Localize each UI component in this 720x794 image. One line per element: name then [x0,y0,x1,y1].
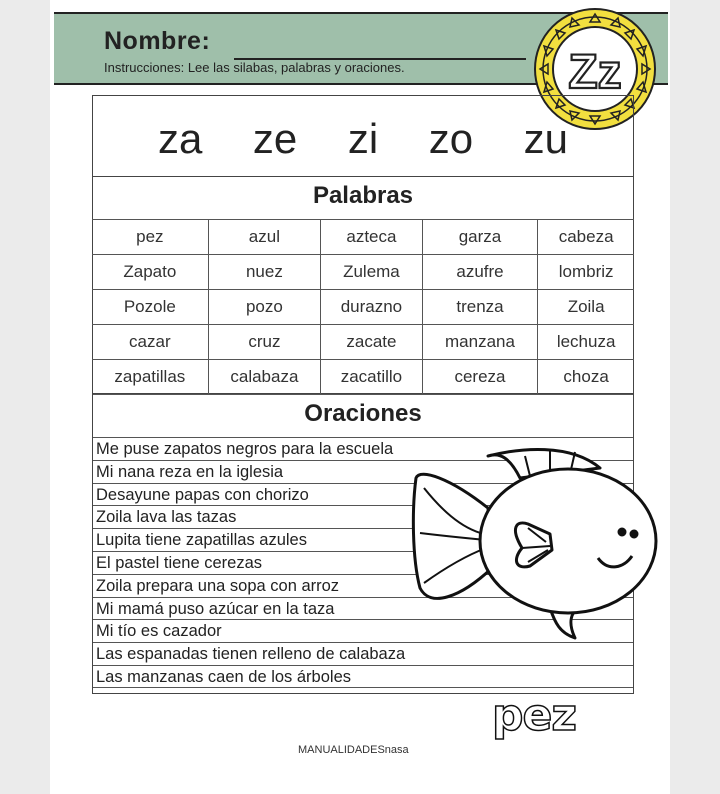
word-cell: azteca [321,220,423,255]
syllable-zo: zo [428,115,474,162]
word-cell: trenza [422,290,537,325]
name-label: Nombre: [104,27,211,55]
sentence-item: Mi tío es cazador [93,619,633,642]
instructions-text: Instrucciones: Lee las silabas, palabras y oraciones. [104,60,405,75]
syllable-zu: zu [523,115,568,162]
word-cell: durazno [321,290,423,325]
word-cell: pez [92,220,208,255]
word-cell: zacatillo [321,360,423,395]
sentence-item: Zoila lava las tazas [93,505,633,528]
sentence-item: Mi nana reza en la iglesia [93,460,633,483]
syllable-ze: ze [252,115,298,162]
table-row [92,290,634,325]
syllable-zi: zi [347,115,379,162]
sentence-item: Las manzanas caen de los árboles [93,665,633,688]
sentence-item: Mi mamá puso azúcar en la taza [93,597,633,620]
word-cell: pozo [208,290,320,325]
palabras-title: Palabras [312,182,414,209]
word-cell: zapatillas [92,360,208,395]
word-cell: Zoila [538,290,634,325]
credit-text: MANUALIDADESnasa [298,744,409,756]
sentence-item: Lupita tiene zapatillas azules [93,528,633,551]
fish-icon [410,438,664,644]
word-cell: Zulema [321,255,423,290]
word-cell: cabeza [538,220,634,255]
word-cell: nuez [208,255,320,290]
word-cell: choza [538,360,634,395]
word-cell: azul [208,220,320,255]
word-cell: lechuza [538,325,634,360]
badge-letters: Zz [568,46,622,99]
word-cell: azufre [422,255,537,290]
pez-label: pez [492,690,576,741]
word-cell: zacate [321,325,423,360]
word-cell: cazar [92,325,208,360]
sentence-item: Las espanadas tienen relleno de calabaza [93,642,633,665]
table-row [92,255,634,290]
syllables-row [158,115,568,162]
word-cell: calabaza [208,360,320,395]
word-cell: manzana [422,325,537,360]
sentence-item: Zoila prepara una sopa con arroz [93,574,633,597]
table-row [92,325,634,360]
word-cell: cereza [422,360,537,395]
word-cell: cruz [208,325,320,360]
word-cell: lombriz [538,255,634,290]
word-cell: Zapato [92,255,208,290]
sentence-item: El pastel tiene cerezas [93,551,633,574]
table-row [92,220,634,255]
sentence-item: Me puse zapatos negros para la escuela [93,437,633,460]
syllable-za: za [158,115,203,162]
words-table [92,219,634,395]
sentence-item: Desayune papas con chorizo [93,483,633,506]
word-cell: Pozole [92,290,208,325]
oraciones-title: Oraciones [304,400,422,427]
table-row [92,360,634,395]
word-cell: garza [422,220,537,255]
